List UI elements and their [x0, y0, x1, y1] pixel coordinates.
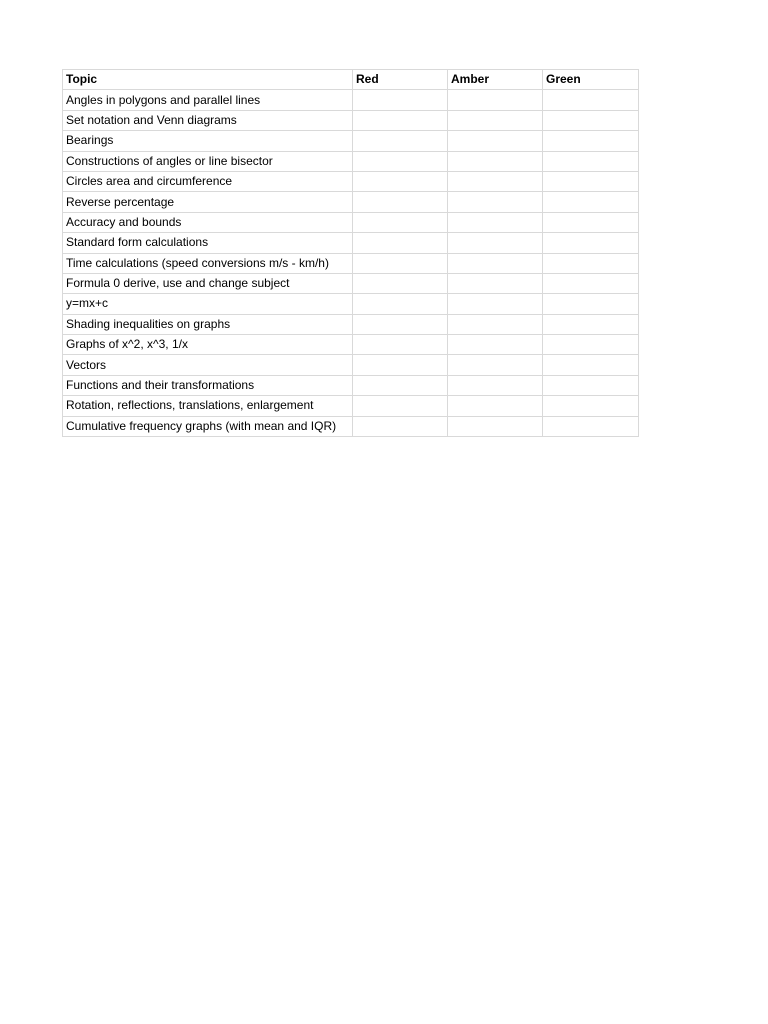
topic-cell[interactable]: Rotation, reflections, translations, enlargement: [63, 396, 353, 416]
green-cell[interactable]: [543, 416, 639, 436]
red-cell[interactable]: [353, 416, 448, 436]
green-cell[interactable]: [543, 355, 639, 375]
red-cell[interactable]: [353, 233, 448, 253]
red-cell[interactable]: [353, 314, 448, 334]
amber-cell[interactable]: [448, 355, 543, 375]
green-cell[interactable]: [543, 171, 639, 191]
red-cell[interactable]: [353, 335, 448, 355]
amber-cell[interactable]: [448, 192, 543, 212]
table-row: [63, 273, 639, 293]
header-row: [63, 70, 639, 90]
table-row: [63, 110, 639, 130]
red-cell[interactable]: [353, 273, 448, 293]
topic-cell[interactable]: Formula 0 derive, use and change subject: [63, 273, 353, 293]
green-cell[interactable]: [543, 110, 639, 130]
table-row: [63, 192, 639, 212]
table-row: [63, 294, 639, 314]
amber-cell[interactable]: [448, 171, 543, 191]
amber-cell[interactable]: [448, 212, 543, 232]
amber-cell[interactable]: [448, 335, 543, 355]
table-row: [63, 375, 639, 395]
amber-cell[interactable]: [448, 110, 543, 130]
red-cell[interactable]: [353, 253, 448, 273]
table-row: [63, 253, 639, 273]
amber-cell[interactable]: [448, 90, 543, 110]
topic-cell[interactable]: Cumulative frequency graphs (with mean and IQR): [63, 416, 353, 436]
green-cell[interactable]: [543, 314, 639, 334]
header-amber: Amber: [448, 70, 543, 90]
topic-cell[interactable]: Angles in polygons and parallel lines: [63, 90, 353, 110]
topic-cell[interactable]: Circles area and circumference: [63, 171, 353, 191]
green-cell[interactable]: [543, 151, 639, 171]
red-cell[interactable]: [353, 294, 448, 314]
green-cell[interactable]: [543, 253, 639, 273]
header-green: Green: [543, 70, 639, 90]
red-cell[interactable]: [353, 396, 448, 416]
table-row: [63, 171, 639, 191]
amber-cell[interactable]: [448, 375, 543, 395]
topic-cell[interactable]: Time calculations (speed conversions m/s - km/h): [63, 253, 353, 273]
amber-cell[interactable]: [448, 396, 543, 416]
topic-cell[interactable]: Reverse percentage: [63, 192, 353, 212]
table-row: [63, 233, 639, 253]
header-red: Red: [353, 70, 448, 90]
red-cell[interactable]: [353, 110, 448, 130]
topic-cell[interactable]: Graphs of x^2, x^3, 1/x: [63, 335, 353, 355]
amber-cell[interactable]: [448, 314, 543, 334]
green-cell[interactable]: [543, 192, 639, 212]
table-row: [63, 90, 639, 110]
topic-cell[interactable]: Shading inequalities on graphs: [63, 314, 353, 334]
green-cell[interactable]: [543, 131, 639, 151]
table-row: [63, 131, 639, 151]
red-cell[interactable]: [353, 192, 448, 212]
red-cell[interactable]: [353, 90, 448, 110]
green-cell[interactable]: [543, 396, 639, 416]
rag-topic-table: [62, 69, 639, 437]
green-cell[interactable]: [543, 90, 639, 110]
red-cell[interactable]: [353, 131, 448, 151]
table-row: [63, 355, 639, 375]
amber-cell[interactable]: [448, 253, 543, 273]
green-cell[interactable]: [543, 335, 639, 355]
red-cell[interactable]: [353, 355, 448, 375]
topic-cell[interactable]: Accuracy and bounds: [63, 212, 353, 232]
red-cell[interactable]: [353, 171, 448, 191]
topic-cell[interactable]: Standard form calculations: [63, 233, 353, 253]
table-row: [63, 396, 639, 416]
green-cell[interactable]: [543, 294, 639, 314]
green-cell[interactable]: [543, 233, 639, 253]
amber-cell[interactable]: [448, 131, 543, 151]
spreadsheet-sheet: [62, 69, 639, 437]
topic-cell[interactable]: y=mx+c: [63, 294, 353, 314]
amber-cell[interactable]: [448, 294, 543, 314]
header-topic: Topic: [63, 70, 353, 90]
topic-cell[interactable]: Vectors: [63, 355, 353, 375]
red-cell[interactable]: [353, 375, 448, 395]
table-row: [63, 335, 639, 355]
topic-cell[interactable]: Functions and their transformations: [63, 375, 353, 395]
amber-cell[interactable]: [448, 151, 543, 171]
green-cell[interactable]: [543, 273, 639, 293]
amber-cell[interactable]: [448, 273, 543, 293]
topic-cell[interactable]: Constructions of angles or line bisector: [63, 151, 353, 171]
green-cell[interactable]: [543, 375, 639, 395]
amber-cell[interactable]: [448, 233, 543, 253]
table-row: [63, 212, 639, 232]
table-row: [63, 151, 639, 171]
table-row: [63, 416, 639, 436]
table-row: [63, 314, 639, 334]
topic-cell[interactable]: Set notation and Venn diagrams: [63, 110, 353, 130]
topic-cell[interactable]: Bearings: [63, 131, 353, 151]
red-cell[interactable]: [353, 151, 448, 171]
red-cell[interactable]: [353, 212, 448, 232]
green-cell[interactable]: [543, 212, 639, 232]
amber-cell[interactable]: [448, 416, 543, 436]
